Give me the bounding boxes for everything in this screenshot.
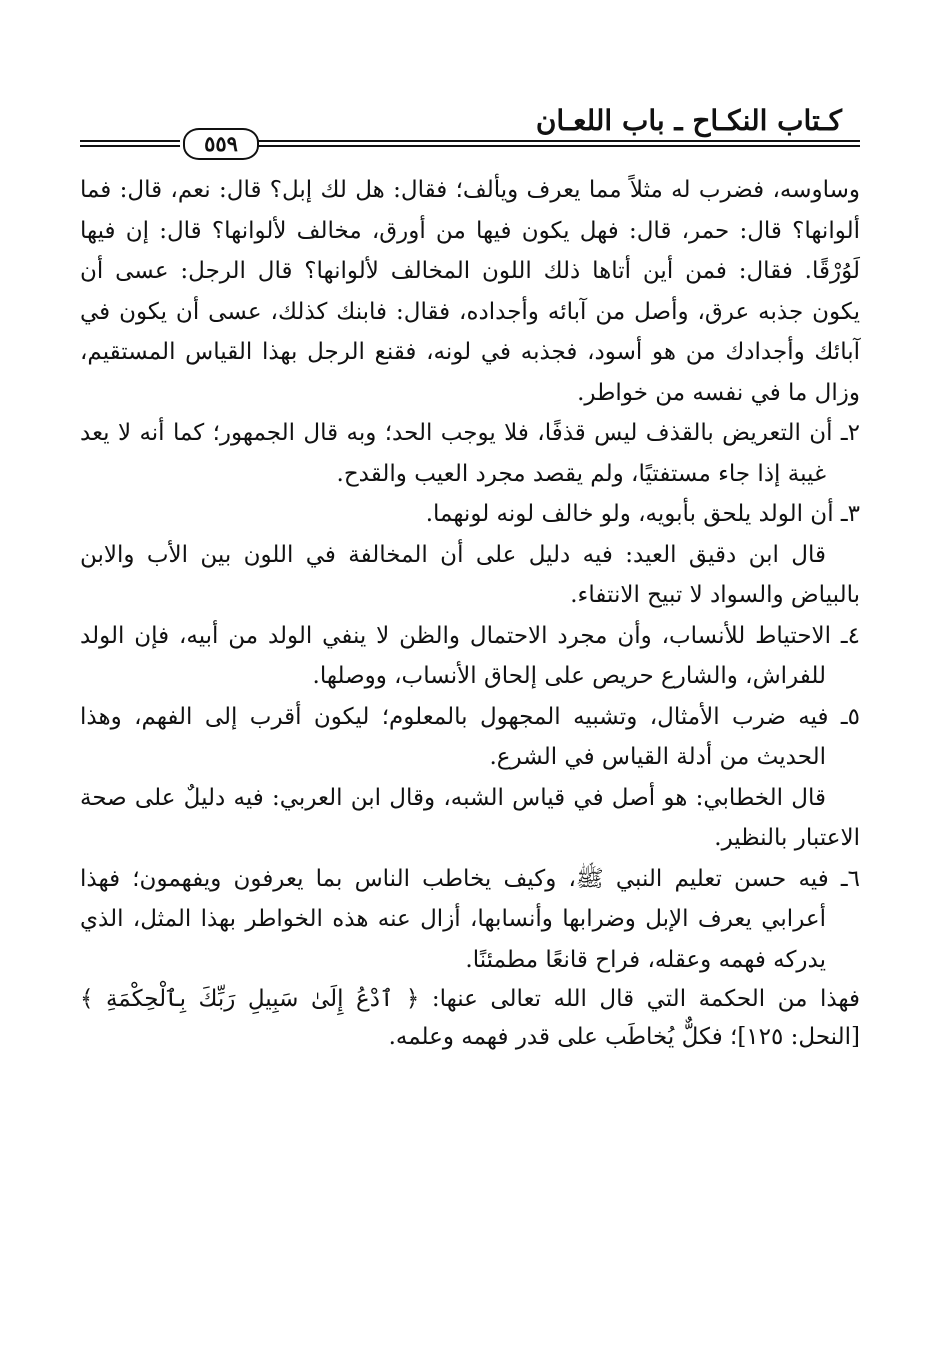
page-header [80,98,860,158]
paragraph-continuation: وساوسه، فضرب له مثلاً مما يعرف ويألف؛ فقال: هل لك إبل؟ قال: نعم، قال: فما ألوانها؟ قال: حمر، قال: فهل يكون فيها من أورق، مخالف لألوانها؟ قال: إن فيها لَوُرْقًا. فقال: فمن أين أتاها ذلك اللون المخالف لألوانها؟ قال الرجل: عسى أن يكون جذبه عرق، وأصل من آبائه وأجداده، فقال: فابنك كذلك، عسى أن يكون في آبائك وأجدادك من هو أسود، فجذبه في لونه، فقنع الرجل بهذا القياس المستقيم، وزال ما في نفسه من خواطر. [80,177,860,406]
page-body [80,170,860,1056]
list-item-5: ٥ـ فيه ضرب الأمثال، وتشبيه المجهول بالمعلوم؛ ليكون أقرب إلى الفهم، وهذا الحديث من أدلة القياس في الشرع. [80,703,860,770]
list-item-4: ٤ـ الاحتياط للأنساب، وأن مجرد الاحتمال والظن لا ينفي الولد من أبيه، فإن الولد للفراش، والشارع حريص على إلحاق الأنساب، ووصلها. [80,622,860,689]
quote-ibn-daqiq: قال ابن دقيق العيد: فيه دليل على أن المخالفة في اللون بين الأب والابن بالبياض والسواد لا تبيح الانتفاء. [80,541,860,608]
header-rule-right [258,140,860,147]
header-rule-left [80,140,180,147]
list-item-3: ٣ـ أن الولد يلحق بأبويه، ولو خالف لونه لونهما. [425,501,860,527]
quote-khattabi: قال الخطابي: هو أصل في قياس الشبه، وقال ابن العربي: فيه دليلٌ على صحة الاعتبار بالنظير. [80,784,860,851]
running-head-title: كـتاب النكـاح ـ باب اللعـان [535,104,842,137]
list-item-6: ٦ـ فيه حسن تعليم النبي ﷺ، وكيف يخاطب الناس بما يعرفون ويفهمون؛ فهذا أعرابي يعرف الإبل وضرابها وأنسابها، أزال عنه هذه الخواطر بهذا المثل، الذي يدركه فهمه وعقله، فراح قانعًا مطمئنًا. [80,865,860,973]
closing-paragraph-quran: فهذا من الحكمة التي قال الله تعالى عنها: ﴿ ٱدْعُ إِلَىٰ سَبِيلِ رَبِّكَ بِٱلْحِكْمَةِ ﴾ [النحل: ١٢٥]؛ فكلٌّ يُخاطَب على قدر فهمه وعلمه. [80,986,860,1050]
list-item-2: ٢ـ أن التعريض بالقذف ليس قذفًا، فلا يوجب الحد؛ وبه قال الجمهور؛ كما أنه لا يعد غيبة إذا جاء مستفتيًا، ولم يقصد مجرد العيب والقدح. [80,420,860,487]
page-number: ٥٥٩ [183,128,259,160]
